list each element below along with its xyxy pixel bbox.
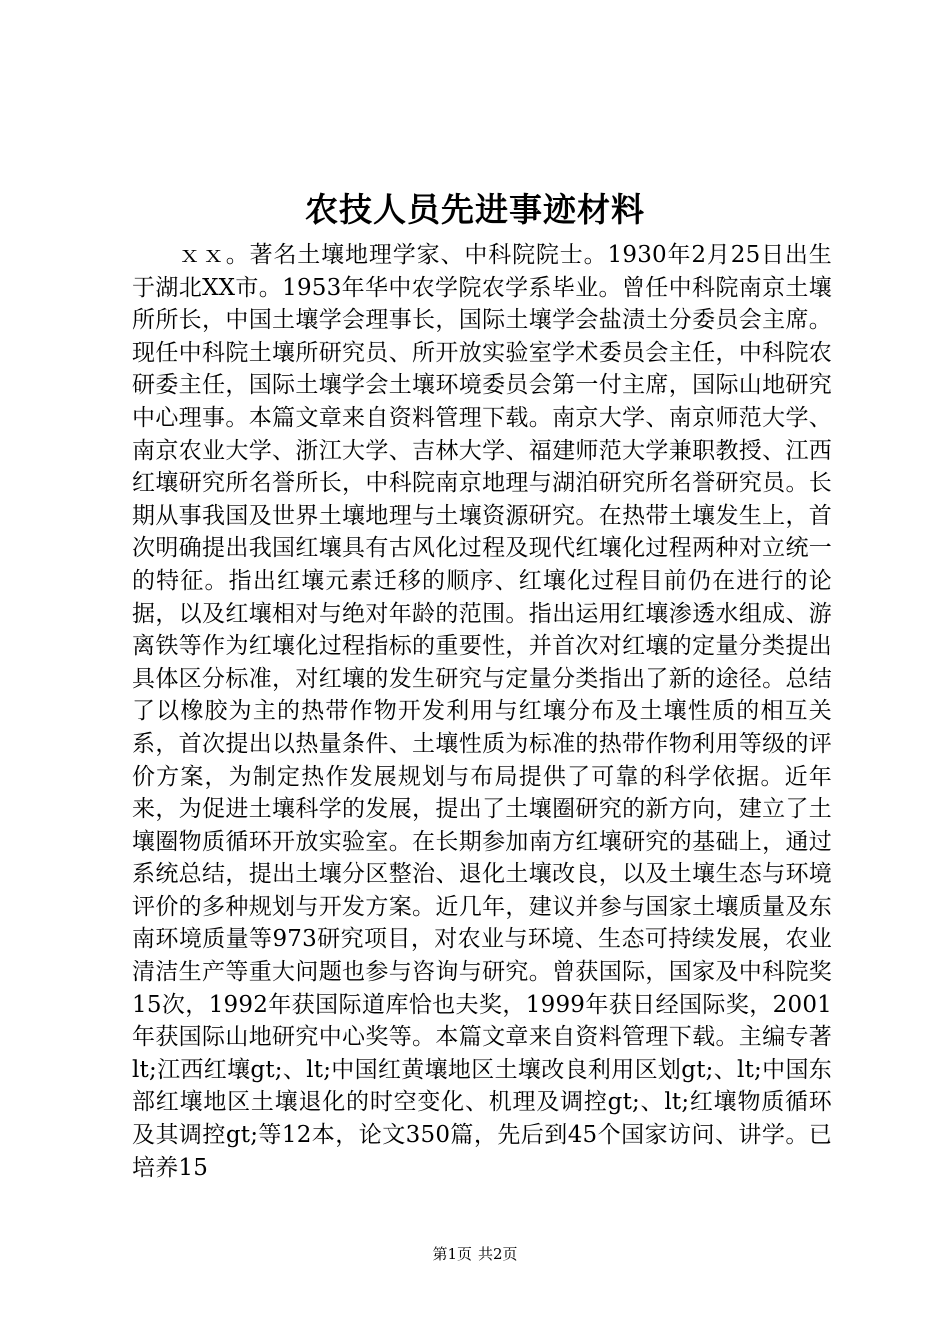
page-footer xyxy=(0,1243,950,1265)
document-title: 农技人员先进事迹材料 xyxy=(305,190,645,229)
page-number: 第1页 xyxy=(432,1245,472,1263)
body-paragraph: ｘｘ。著名土壤地理学家、中科院院士。1930年2月25日出生于湖北XX市。1953年华中农学院农学系毕业。曾任中科院南京土壤所所长，中国土壤学会理事长，国际土壤学会盐渍土分委员会主席。现任中科院土壤所研究员、所开放实验室学术委员会主任，中科院农研委主任，国际土壤学会土壤环境委员会第一付主席，国际山地研究中心理事。本篇文章来自资料管理下载。南京大学、南京师范大学、南京农业大学、浙江大学、吉林大学、福建师范大学兼职教授、江西红壤研究所名誉所长，中科院南京地理与湖泊研究所名誉研究员。长期从事我国及世界土壤地理与土壤资源研究。在热带土壤发生上，首次明确提出我国红壤具有古风化过程及现代红壤化过程两种对立统一的特征。指出红壤元素迁移的顺序、红壤化过程目前仍在进行的论据，以及红壤相对与绝对年龄的范围。指出运用红壤渗透水组成、游离铁等作为红壤化过程指标的重要性，并首次对红壤的定量分类提出具体区分标准，对红壤的发生研究与定量分类指出了新的途径。总结了以橡胶为主的热带作物开发利用与红壤分布及土壤性质的相互关系，首次提出以热量条件、土壤性质为标准的热带作物利用等级的评价方案，为制定热作发展规划与布局提供了可靠的科学依据。近年来，为促进土壤科学的发展，提出了土壤圈研究的新方向，建立了土壤圈物质循环开放实验室。在长期参加南方红壤研究的基础上，通过系统总结，提出土壤分区整治、退化土壤改良，以及土壤生态与环境评价的多种规划与开发方案。近几年，建议并参与国家土壤质量及东南环境质量等973研究项目，对农业与环境、生态可持续发展，农业清洁生产等重大问题也参与咨询与研究。曾获国际，国家及中科院奖15次，1992年获国际道库恰也夫奖，1999年获日经国际奖，2001年获国际山地研究中心奖等。本篇文章来自资料管理下载。主编专著lt;江西红壤gt;、lt;中国红黄壤地区土壤改良利用区划gt;、lt;中国东部红壤地区土壤退化的时空变化、机理及调控gt;、lt;红壤物质循环及其调控gt;等12本，论文350篇，先后到45个国家访问、讲学。已培养15 xyxy=(132,242,832,1181)
page-total: 共2页 xyxy=(478,1245,518,1263)
